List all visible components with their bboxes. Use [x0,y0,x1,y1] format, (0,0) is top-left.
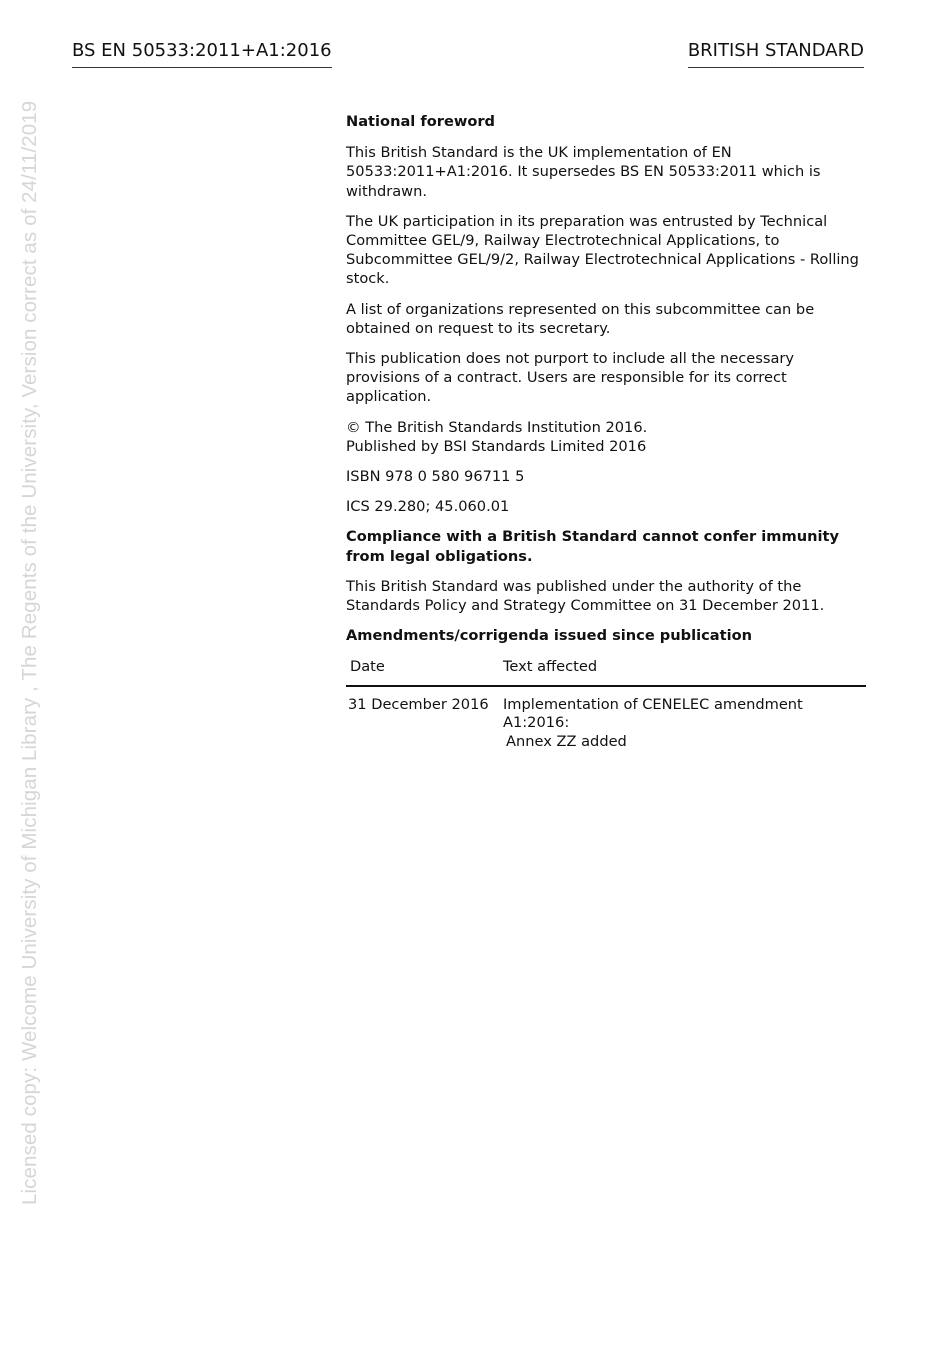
ics-code: ICS 29.280; 45.060.01 [346,498,510,516]
table-row [346,686,866,752]
column-header-date: Date [346,656,499,686]
amendment-date: 31 December 2016 [348,695,489,713]
compliance-notice: Compliance with a British Standard cannot confer immunity from legal obligations. [346,528,839,565]
amendment-text-line: Annex ZZ added [506,732,627,750]
national-foreword [346,112,866,751]
document-code: BS EN 50533:2011+A1:2016 [72,40,332,68]
foreword-paragraph: The UK participation in its preparation was entrusted by Technical Committee GEL/9, Railway Electrotechnical Applications, to Subcommittee GEL/9/2, Railway Electrotechnical Applications - Rolling stock. [346,212,859,288]
foreword-title: National foreword [346,113,496,130]
standard-type-label: BRITISH STANDARD [688,40,864,68]
license-watermark: Licensed copy: Welcome University of Michigan Library , The Regents of the University, Version correct as of 24/11/2019 [18,100,41,1205]
amendment-text [499,686,866,752]
foreword-paragraph: This British Standard is the UK implementation of EN 50533:2011+A1:2016. It supersedes BS EN 50533:2011 which is withdrawn. [346,144,821,200]
isbn: ISBN 978 0 580 96711 5 [346,468,525,486]
amendments-title: Amendments/corrigenda issued since publication [346,627,752,645]
foreword-paragraph: This publication does not purport to include all the necessary provisions of a contract. Users are responsible for its correct application. [346,350,795,406]
copyright-block [346,418,866,456]
amendments-table [346,656,866,751]
copyright-notice: © The British Standards Institution 2016. [346,418,648,436]
authority-notice: This British Standard was published under the authority of the Standards Policy and Strategy Committee on 31 December 2011. [346,577,825,615]
foreword-paragraph: A list of organizations represented on this subcommittee can be obtained on request to its secretary. [346,300,815,337]
publisher-notice: Published by BSI Standards Limited 2016 [346,437,647,455]
column-header-text-affected: Text affected [499,656,866,686]
amendment-text-line: Implementation of CENELEC amendment A1:2016: [503,695,803,732]
table-header-row [346,656,866,686]
